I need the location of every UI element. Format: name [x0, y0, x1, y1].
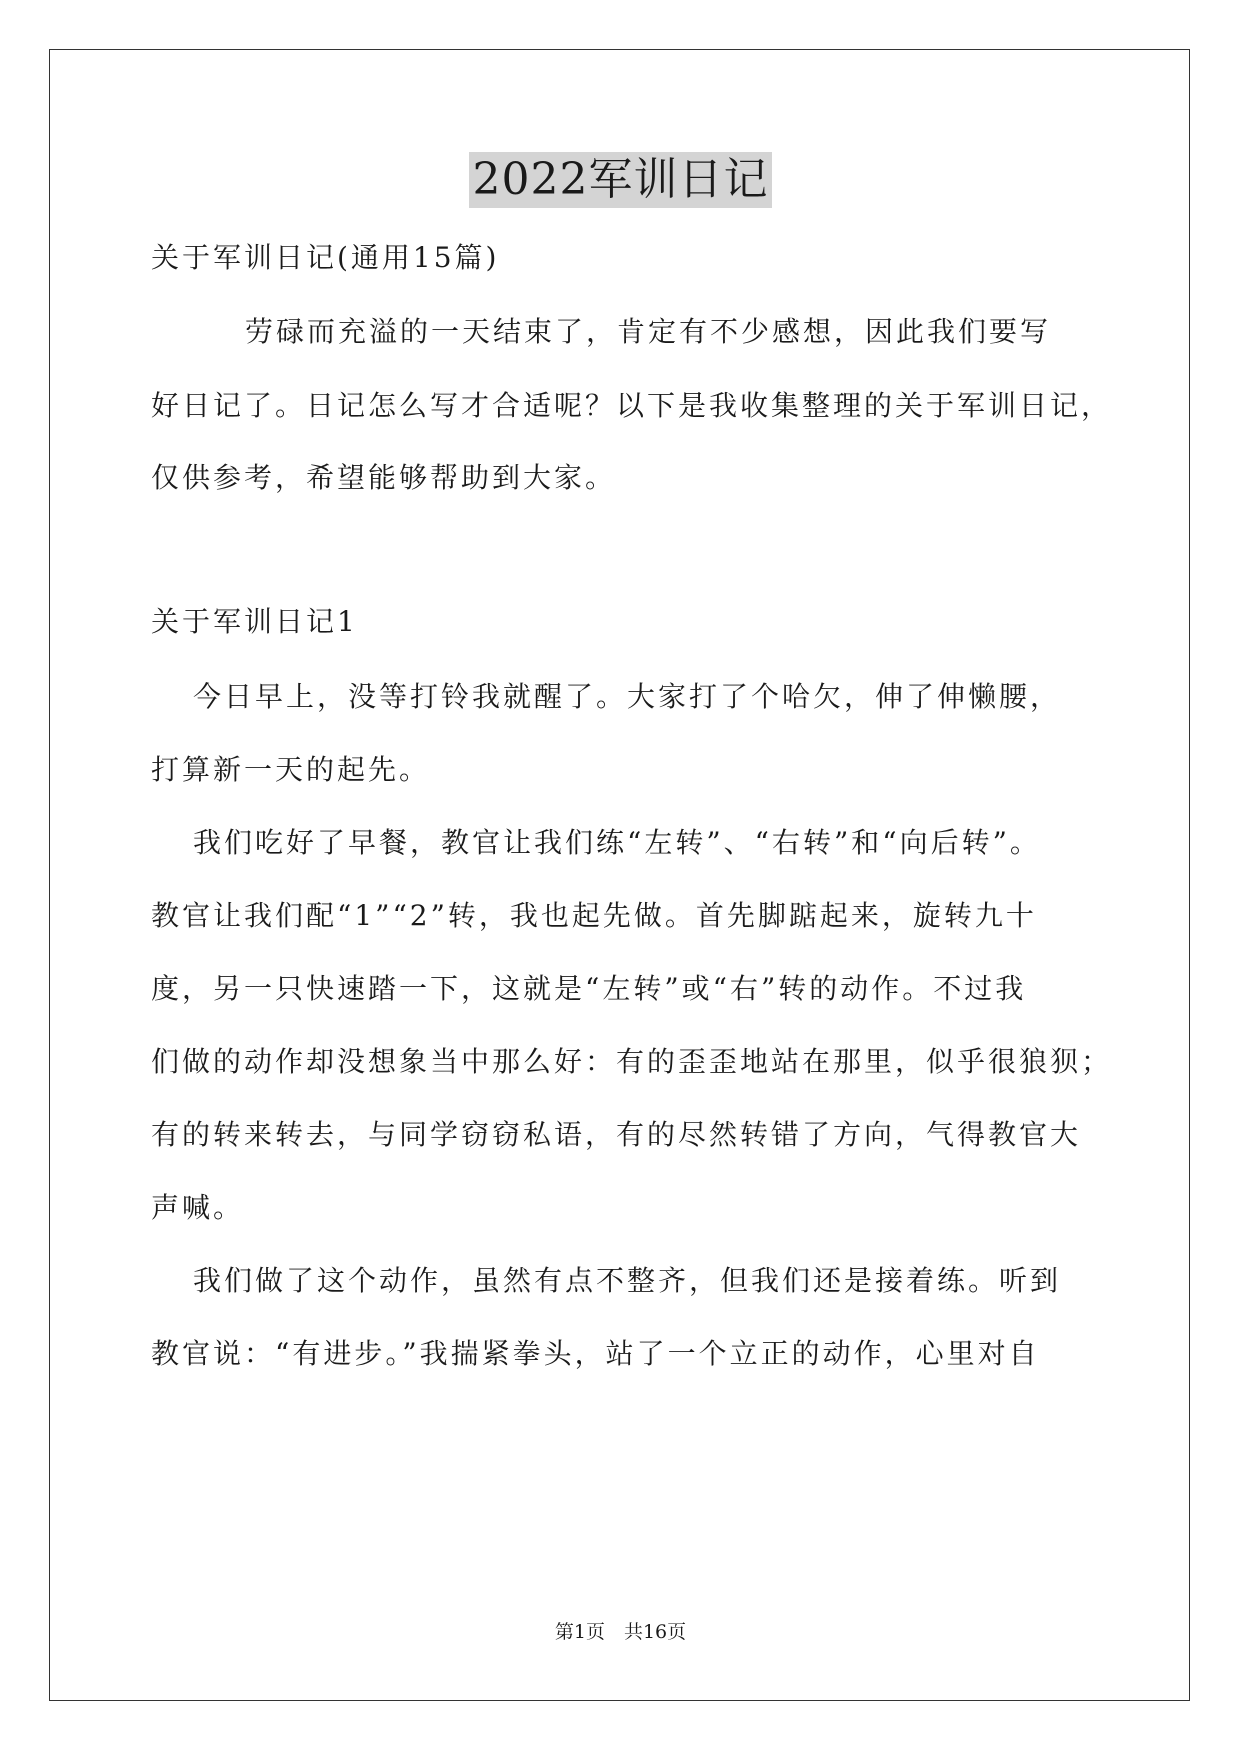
section-heading: 关于军训日记1	[151, 605, 358, 638]
body-line: 有的转来转去，与同学窃窃私语，有的尽然转错了方向，气得教官大	[151, 1118, 1082, 1151]
page-border	[49, 49, 1190, 1701]
page-number: 第1页 共16页	[554, 1621, 687, 1643]
intro-line: 好日记了。日记怎么写才合适呢？以下是我收集整理的关于军训日记，	[151, 389, 1113, 422]
body-line: 今日早上，没等打铃我就醒了。大家打了个哈欠，伸了伸懒腰，	[193, 680, 1062, 713]
document-title: 2022军训日记	[469, 152, 773, 208]
body-line: 度，另一只快速踏一下，这就是“左转”或“右”转的动作。不过我	[151, 972, 1027, 1005]
document-subtitle: 关于军训日记(通用15篇)	[151, 241, 500, 274]
body-line: 我们吃好了早餐，教官让我们练“左转”、“右转”和“向后转”。	[193, 826, 1041, 859]
body-line: 声喊。	[151, 1191, 245, 1224]
body-line: 打算新一天的起先。	[151, 753, 431, 786]
body-line: 教官说：“有进步。”我揣紧拳头，站了一个立正的动作，心里对自	[151, 1337, 1040, 1370]
body-line: 们做的动作却没想象当中那么好：有的歪歪地站在那里，似乎很狼狈；	[151, 1045, 1113, 1078]
intro-line: 仅供参考，希望能够帮助到大家。	[151, 461, 617, 494]
intro-line: 劳碌而充溢的一天结束了，肯定有不少感想，因此我们要写	[245, 315, 1052, 348]
body-line: 教官让我们配“1”“2”转，我也起先做。首先脚踮起来，旋转九十	[151, 899, 1037, 932]
body-line: 我们做了这个动作，虽然有点不整齐，但我们还是接着练。听到	[193, 1264, 1062, 1297]
title-container	[0, 152, 1241, 208]
